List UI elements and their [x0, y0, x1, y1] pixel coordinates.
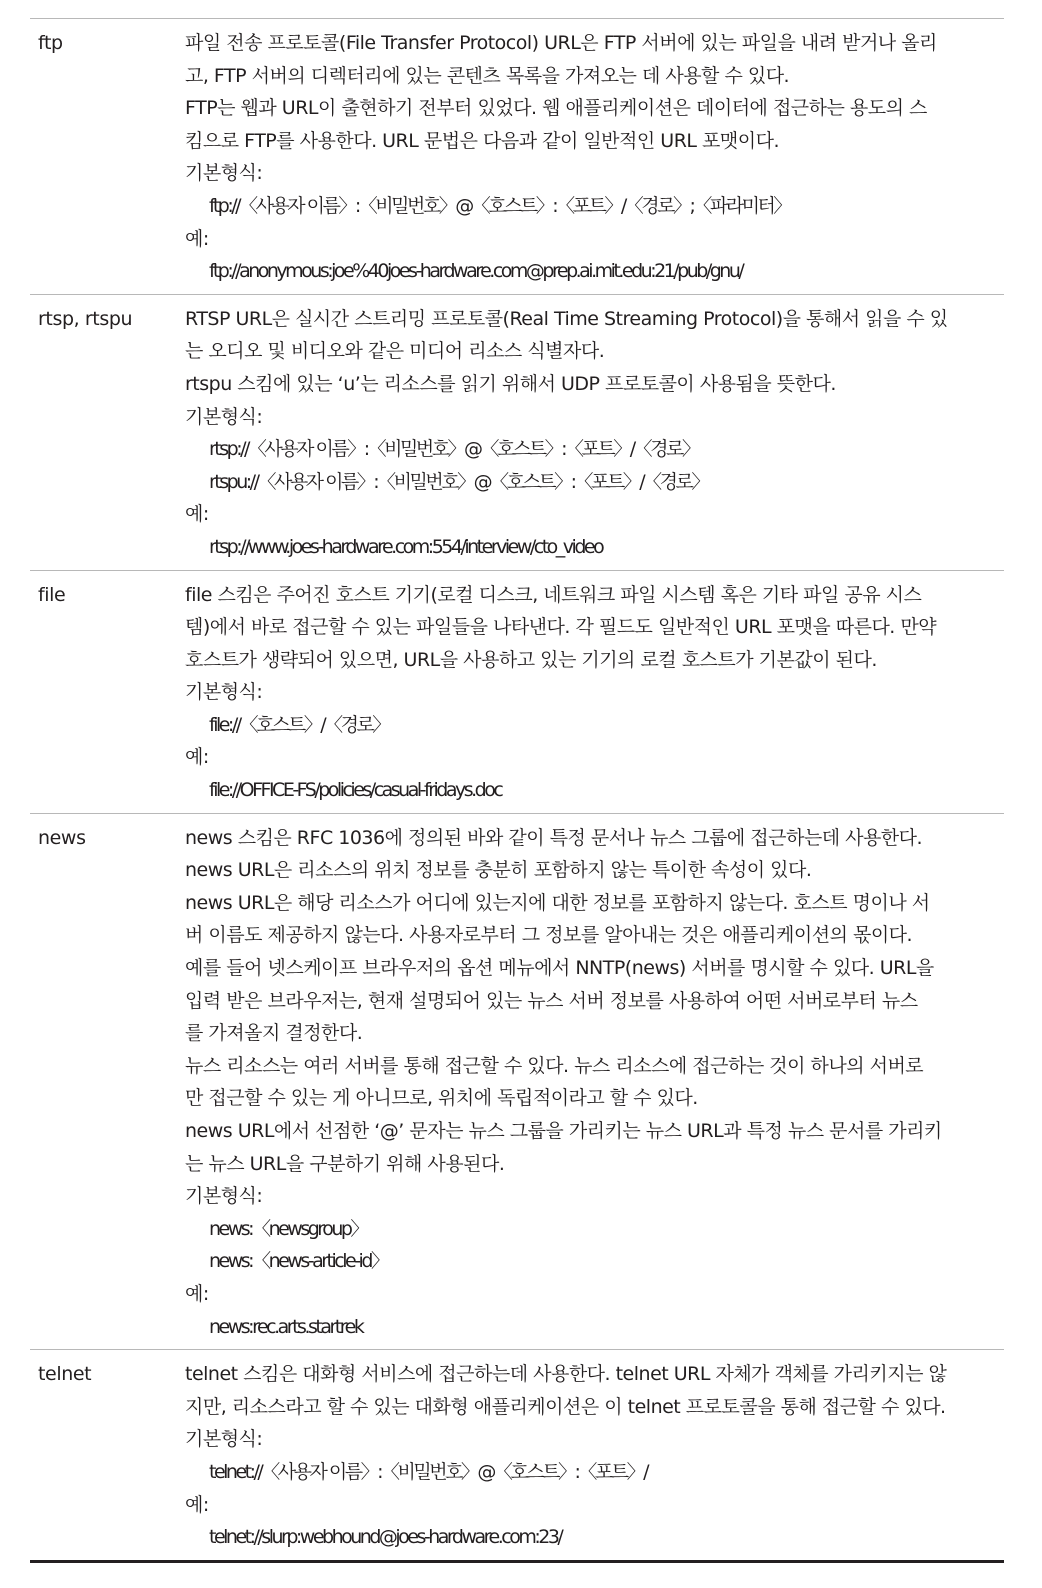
syntax-line: rtsp://〈사용자 이름〉:〈비밀번호〉@〈호스트〉:〈포트〉/〈경로〉	[209, 438, 699, 461]
scheme-name: news	[38, 826, 86, 849]
description-line: news URL은 리소스의 위치 정보를 충분히 포함하지 않는 특이한 속성이 있다.	[185, 859, 812, 882]
description-line: 기본형식:	[185, 1428, 263, 1451]
table-row	[30, 571, 1004, 814]
description-line: 기본형식:	[185, 162, 263, 185]
syntax-line: ftp://〈사용자 이름〉:〈비밀번호〉@〈호스트〉:〈포트〉/〈경로〉;〈파라미터〉	[209, 194, 790, 217]
scheme-description	[185, 295, 1004, 570]
url-scheme-table	[30, 18, 1004, 1563]
syntax-line: news:rec.arts.startrek	[209, 1315, 363, 1338]
description-line: 는 뉴스 URL을 구분하기 위해 사용된다.	[185, 1152, 505, 1175]
description-line: 기본형식:	[185, 405, 263, 428]
description-line: 고, FTP 서버의 디렉터리에 있는 콘텐츠 목록을 가져오는 데 사용할 수 있다.	[185, 64, 790, 87]
description-line: telnet 스킴은 대화형 서비스에 접근하는데 사용한다. telnet URL 자체가 객체를 가리키지는 않	[185, 1363, 947, 1386]
syntax-line: file://OFFICE-FS/policies/casual-fridays.doc	[209, 779, 502, 802]
description-line: 기본형식:	[185, 681, 263, 704]
description-line: 예를 들어 넷스케이프 브라우저의 옵션 메뉴에서 NNTP(news) 서버를 명시할 수 있다. URL을	[185, 957, 934, 980]
description-line: 예:	[185, 746, 209, 769]
description-line: 버 이름도 제공하지 않는다. 사용자로부터 그 정보를 알아내는 것은 애플리케이션의 몫이다.	[185, 924, 913, 947]
description-line: file 스킴은 주어진 호스트 기기(로컬 디스크, 네트워크 파일 시스템 혹은 기타 파일 공유 시스	[185, 583, 922, 606]
scheme-description	[185, 571, 1004, 813]
scheme-name: file	[38, 583, 66, 606]
syntax-line: telnet://slurp:webhound@joes-hardware.com:23/	[209, 1526, 562, 1549]
description-line: 예:	[185, 1493, 209, 1516]
description-line: 호스트가 생략되어 있으면, URL을 사용하고 있는 기기의 로컬 호스트가 기본값이 된다.	[185, 648, 877, 671]
table-row	[30, 18, 1004, 295]
scheme-name: rtsp, rtspu	[38, 307, 133, 330]
description-line: 예:	[185, 503, 209, 526]
description-line: news URL에서 선점한 ‘@’ 문자는 뉴스 그룹을 가리키는 뉴스 URL과 특정 뉴스 문서를 가리키	[185, 1120, 942, 1142]
scheme-name: ftp	[38, 32, 63, 54]
syntax-line: telnet://〈사용자 이름〉:〈비밀번호〉@〈호스트〉:〈포트〉/	[209, 1460, 648, 1483]
table-row	[30, 295, 1004, 571]
scheme-description	[185, 19, 1004, 294]
description-line: 킴으로 FTP를 사용한다. URL 문법은 다음과 같이 일반적인 URL 포맷이다.	[185, 129, 779, 152]
description-line: 만 접근할 수 있는 게 아니므로, 위치에 독립적이라고 할 수 있다.	[185, 1087, 698, 1110]
syntax-line: news:〈news-article-id〉	[209, 1250, 388, 1273]
description-line: 기본형식:	[185, 1185, 263, 1208]
description-line: 파일 전송 프로토콜(File Transfer Protocol) URL은 FTP 서버에 있는 파일을 내려 받거나 올리	[185, 32, 937, 54]
scheme-name: telnet	[38, 1363, 92, 1386]
description-line: RTSP URL은 실시간 스트리밍 프로토콜(Real Time Streaming Protocol)을 통해서 읽을 수 있	[185, 307, 948, 330]
description-line: 지만, 리소스라고 할 수 있는 대화형 애플리케이션은 이 telnet 프로토콜을 통해 접근할 수 있다.	[185, 1395, 946, 1418]
syntax-line: rtspu://〈사용자 이름〉:〈비밀번호〉@〈호스트〉:〈포트〉/〈경로〉	[209, 470, 708, 493]
table-row	[30, 1350, 1004, 1563]
description-line: 는 오디오 및 비디오와 같은 미디어 리소스 식별자다.	[185, 340, 605, 363]
syntax-line: file://〈호스트〉/〈경로〉	[209, 713, 389, 736]
scheme-description	[185, 1350, 1004, 1560]
description-line: rtspu 스킴에 있는 ‘u’는 리소스를 읽기 위해서 UDP 프로토콜이 사용됨을 뜻한다.	[185, 372, 836, 395]
description-line: news URL은 해당 리소스가 어디에 있는지에 대한 정보를 포함하지 않는다. 호스트 명이나 서	[185, 891, 930, 914]
description-line: 예:	[185, 227, 209, 250]
description-line: FTP는 웹과 URL이 출현하기 전부터 있었다. 웹 애플리케이션은 데이터에 접근하는 용도의 스	[185, 97, 927, 120]
description-line: 뉴스 리소스는 여러 서버를 통해 접근할 수 있다. 뉴스 리소스에 접근하는 것이 하나의 서버로	[185, 1054, 924, 1077]
syntax-line: ftp://anonymous:joe%40joes-hardware.com@prep.ai.mit.edu:21/pub/gnu/	[209, 260, 743, 283]
description-line: news 스킴은 RFC 1036에 정의된 바와 같이 특정 문서나 뉴스 그룹에 접근하는데 사용한다.	[185, 826, 923, 849]
scheme-description	[185, 814, 1004, 1350]
syntax-line: news:〈newsgroup〉	[209, 1217, 367, 1240]
description-line: 입력 받은 브라우저는, 현재 설명되어 있는 뉴스 서버 정보를 사용하여 어떤 서버로부터 뉴스	[185, 989, 918, 1012]
description-line: 예:	[185, 1282, 209, 1305]
description-line: 템)에서 바로 접근할 수 있는 파일들을 나타낸다. 각 필드도 일반적인 URL 포맷을 따른다. 만약	[185, 616, 937, 639]
description-line: 를 가져올지 결정한다.	[185, 1022, 363, 1045]
table-row	[30, 814, 1004, 1351]
syntax-line: rtsp://www.joes-hardware.com:554/interview/cto_video	[209, 535, 603, 558]
